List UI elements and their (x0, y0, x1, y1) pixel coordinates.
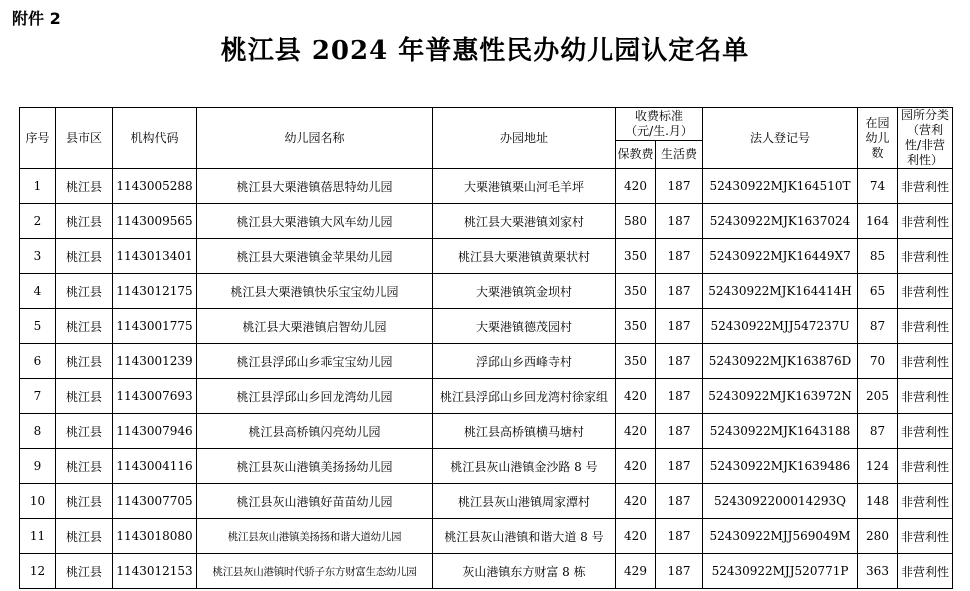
cell-name: 桃江县大栗港镇金苹果幼儿园 (197, 239, 433, 274)
cell-seq: 8 (20, 414, 56, 449)
cell-org-code: 1143007705 (113, 484, 197, 519)
cell-org-code: 1143018080 (113, 519, 197, 554)
cell-fee-tuition: 350 (616, 344, 656, 379)
cell-category: 非营利性 (898, 309, 953, 344)
cell-fee-tuition: 420 (616, 379, 656, 414)
cell-name: 桃江县浮邱山乡回龙湾幼儿园 (197, 379, 433, 414)
header-fee-living: 生活费 (656, 141, 703, 169)
cell-county: 桃江县 (56, 169, 113, 204)
cell-name: 桃江县大栗港镇快乐宝宝幼儿园 (197, 274, 433, 309)
cell-fee-living: 187 (656, 309, 703, 344)
cell-fee-tuition: 420 (616, 449, 656, 484)
cell-address: 灰山港镇东方财富 8 栋 (433, 554, 616, 589)
cell-legal-no: 52430922MJK164414H (703, 274, 858, 309)
cell-children: 85 (858, 239, 898, 274)
cell-address: 桃江县浮邱山乡回龙湾村徐家组 (433, 379, 616, 414)
cell-seq: 2 (20, 204, 56, 239)
table-row (20, 309, 953, 344)
cell-address: 大栗港镇德茂园村 (433, 309, 616, 344)
cell-children: 164 (858, 204, 898, 239)
cell-name: 桃江县浮邱山乡乖宝宝幼儿园 (197, 344, 433, 379)
cell-fee-tuition: 429 (616, 554, 656, 589)
cell-children: 70 (858, 344, 898, 379)
cell-legal-no: 52430922MJJ520771P (703, 554, 858, 589)
cell-fee-tuition: 350 (616, 309, 656, 344)
cell-county: 桃江县 (56, 379, 113, 414)
cell-address: 浮邱山乡西峰寺村 (433, 344, 616, 379)
cell-name: 桃江县灰山港镇好苗苗幼儿园 (197, 484, 433, 519)
cell-county: 桃江县 (56, 204, 113, 239)
cell-children: 124 (858, 449, 898, 484)
cell-children: 74 (858, 169, 898, 204)
cell-category: 非营利性 (898, 239, 953, 274)
cell-fee-tuition: 350 (616, 274, 656, 309)
cell-category: 非营利性 (898, 344, 953, 379)
table-row (20, 169, 953, 204)
cell-address: 桃江县大栗港镇黄栗状村 (433, 239, 616, 274)
cell-legal-no: 52430922MJJ569049M (703, 519, 858, 554)
cell-seq: 6 (20, 344, 56, 379)
cell-fee-tuition: 420 (616, 169, 656, 204)
cell-category: 非营利性 (898, 204, 953, 239)
cell-children: 205 (858, 379, 898, 414)
header-address: 办园地址 (433, 108, 616, 169)
cell-legal-no: 52430922MJK164510T (703, 169, 858, 204)
cell-seq: 1 (20, 169, 56, 204)
cell-children: 148 (858, 484, 898, 519)
cell-county: 桃江县 (56, 274, 113, 309)
attachment-label: 附件 2 (12, 9, 61, 28)
header-fee-group: 收费标准（元/生.月） (616, 108, 703, 141)
cell-county: 桃江县 (56, 309, 113, 344)
cell-org-code: 1143012175 (113, 274, 197, 309)
header-legal-no: 法人登记号 (703, 108, 858, 169)
table-row (20, 449, 953, 484)
cell-org-code: 1143012153 (113, 554, 197, 589)
cell-legal-no: 5243092200014293Q (703, 484, 858, 519)
cell-fee-tuition: 350 (616, 239, 656, 274)
cell-org-code: 1143001239 (113, 344, 197, 379)
cell-fee-living: 187 (656, 169, 703, 204)
table-row (20, 379, 953, 414)
table-row (20, 484, 953, 519)
cell-address: 桃江县灰山港镇金沙路 8 号 (433, 449, 616, 484)
cell-fee-living: 187 (656, 554, 703, 589)
cell-name: 桃江县大栗港镇蓓思特幼儿园 (197, 169, 433, 204)
table-row (20, 344, 953, 379)
cell-fee-living: 187 (656, 414, 703, 449)
cell-children: 65 (858, 274, 898, 309)
cell-name: 桃江县高桥镇闪亮幼儿园 (197, 414, 433, 449)
cell-category: 非营利性 (898, 379, 953, 414)
cell-address: 桃江县大栗港镇刘家村 (433, 204, 616, 239)
cell-county: 桃江县 (56, 449, 113, 484)
cell-fee-tuition: 420 (616, 484, 656, 519)
cell-category: 非营利性 (898, 169, 953, 204)
cell-legal-no: 52430922MJK163876D (703, 344, 858, 379)
cell-legal-no: 52430922MJK16449X7 (703, 239, 858, 274)
cell-legal-no: 52430922MJJ547237U (703, 309, 858, 344)
cell-address: 桃江县高桥镇横马塘村 (433, 414, 616, 449)
cell-fee-living: 187 (656, 484, 703, 519)
document-title: 桃江县 2024 年普惠性民办幼儿园认定名单 (220, 36, 750, 66)
table-row (20, 204, 953, 239)
cell-children: 363 (858, 554, 898, 589)
header-children: 在园幼儿数 (858, 108, 898, 169)
cell-fee-tuition: 580 (616, 204, 656, 239)
cell-org-code: 1143009565 (113, 204, 197, 239)
cell-name: 桃江县大栗港镇大风车幼儿园 (197, 204, 433, 239)
table-row (20, 519, 953, 554)
cell-category: 非营利性 (898, 274, 953, 309)
cell-seq: 5 (20, 309, 56, 344)
cell-org-code: 1143013401 (113, 239, 197, 274)
cell-org-code: 1143007693 (113, 379, 197, 414)
cell-children: 280 (858, 519, 898, 554)
cell-children: 87 (858, 414, 898, 449)
cell-fee-living: 187 (656, 204, 703, 239)
header-fee-tuition: 保教费 (616, 141, 656, 169)
cell-seq: 3 (20, 239, 56, 274)
header-seq: 序号 (20, 108, 56, 169)
cell-address: 桃江县灰山港镇周家潭村 (433, 484, 616, 519)
cell-org-code: 1143001775 (113, 309, 197, 344)
cell-name: 桃江县灰山港镇美扬扬和谐大道幼儿园 (197, 519, 433, 554)
cell-name: 桃江县灰山港镇美扬扬幼儿园 (197, 449, 433, 484)
cell-legal-no: 52430922MJK1637024 (703, 204, 858, 239)
cell-address: 桃江县灰山港镇和谐大道 8 号 (433, 519, 616, 554)
cell-name: 桃江县大栗港镇启智幼儿园 (197, 309, 433, 344)
cell-fee-living: 187 (656, 239, 703, 274)
cell-seq: 10 (20, 484, 56, 519)
cell-category: 非营利性 (898, 554, 953, 589)
cell-address: 大栗港镇筑金坝村 (433, 274, 616, 309)
cell-fee-living: 187 (656, 519, 703, 554)
cell-county: 桃江县 (56, 344, 113, 379)
cell-fee-living: 187 (656, 449, 703, 484)
cell-seq: 9 (20, 449, 56, 484)
table-row (20, 414, 953, 449)
cell-category: 非营利性 (898, 484, 953, 519)
table-row (20, 554, 953, 589)
cell-county: 桃江县 (56, 554, 113, 589)
header-name: 幼儿园名称 (197, 108, 433, 169)
cell-name: 桃江县灰山港镇时代骄子东方财富生态幼儿园 (197, 554, 433, 589)
cell-fee-living: 187 (656, 344, 703, 379)
cell-county: 桃江县 (56, 519, 113, 554)
header-county: 县市区 (56, 108, 113, 169)
table-row (20, 239, 953, 274)
cell-county: 桃江县 (56, 239, 113, 274)
cell-org-code: 1143004116 (113, 449, 197, 484)
cell-seq: 12 (20, 554, 56, 589)
cell-fee-living: 187 (656, 274, 703, 309)
table-row (20, 274, 953, 309)
cell-fee-tuition: 420 (616, 414, 656, 449)
header-org-code: 机构代码 (113, 108, 197, 169)
cell-seq: 7 (20, 379, 56, 414)
cell-org-code: 1143005288 (113, 169, 197, 204)
cell-category: 非营利性 (898, 519, 953, 554)
cell-legal-no: 52430922MJK1639486 (703, 449, 858, 484)
cell-category: 非营利性 (898, 449, 953, 484)
cell-legal-no: 52430922MJK163972N (703, 379, 858, 414)
cell-org-code: 1143007946 (113, 414, 197, 449)
cell-seq: 4 (20, 274, 56, 309)
cell-fee-tuition: 420 (616, 519, 656, 554)
cell-legal-no: 52430922MJK1643188 (703, 414, 858, 449)
cell-county: 桃江县 (56, 414, 113, 449)
header-category: 园所分类（营利性/非营利性） (898, 108, 953, 169)
cell-address: 大栗港镇栗山河毛羊坪 (433, 169, 616, 204)
cell-seq: 11 (20, 519, 56, 554)
cell-county: 桃江县 (56, 484, 113, 519)
cell-category: 非营利性 (898, 414, 953, 449)
cell-fee-living: 187 (656, 379, 703, 414)
cell-children: 87 (858, 309, 898, 344)
table-body (20, 169, 953, 589)
kindergarten-table (19, 107, 953, 589)
